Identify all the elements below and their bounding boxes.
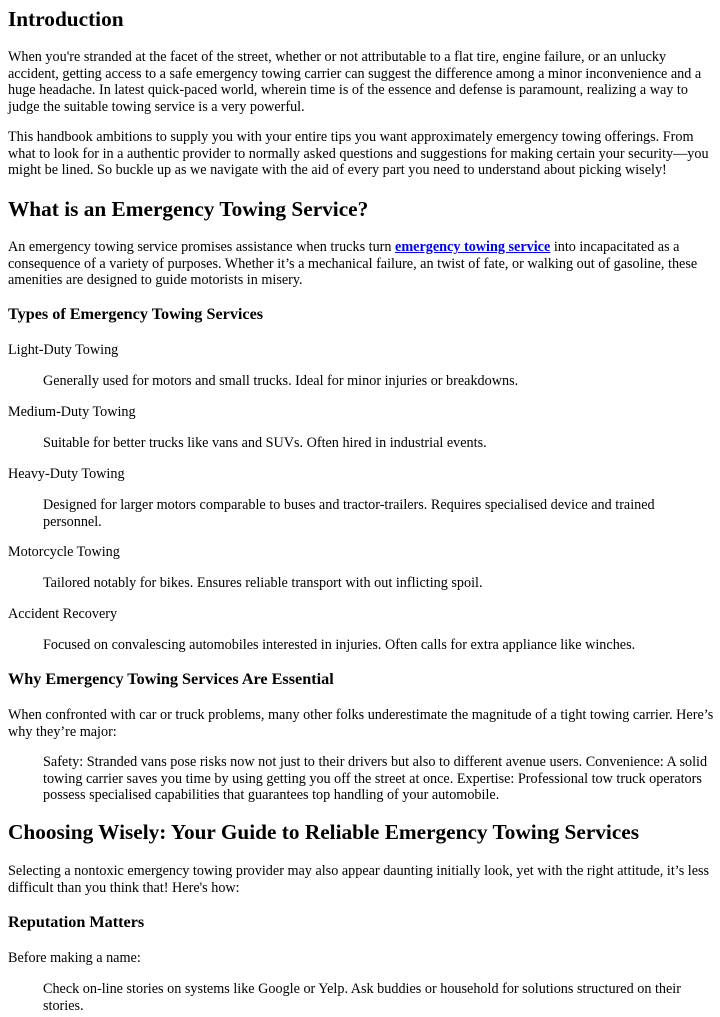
heading-choosing-wisely: Choosing Wisely: Your Guide to Reliable Emergency Towing Services: [8, 820, 640, 844]
type-desc-motorcycle: Tailored notably for bikes. Ensures reliable transport with out inflicting spoil.: [43, 575, 483, 591]
why-paragraph: When confronted with car or truck problems, many other folks underestimate the magnitude of a tight towing carrier. Here’s why they’re major:: [8, 707, 714, 740]
type-desc-light-duty: Generally used for motors and small trucks. Ideal for minor injuries or breakdowns.: [43, 373, 519, 389]
intro-paragraph-2: This handbook ambitions to supply you with your entire tips you want approximately emergency towing offerings. From what to look for in a authentic provider to normally asked questions and suggestions for making certain your security—you might be lined. So buckle up as we navigate with the aid of every part you need to understand about picking wisely!: [8, 129, 709, 179]
what-is-text-before-link: An emergency towing service promises assistance when trucks turn: [8, 239, 396, 255]
heading-what-is: What is an Emergency Towing Service?: [8, 197, 369, 221]
heading-types: Types of Emergency Towing Services: [8, 305, 264, 323]
intro-paragraph-1: When you're stranded at the facet of the street, whether or not attributable to a flat tire, engine failure, or an unlucky accident, getting access to a safe emergency towing carrier can suggest the difference among a minor inconvenience and a huge headache. In latest quick-paced world, wherein time is of the essence and defense is paramount, realizing a way to judge the suitable towing service is a very powerful.: [8, 49, 702, 115]
why-blockquote: Safety: Stranded vans pose risks now not just to their drivers but also to different avenue users. Convenience: A solid towing carrier saves you time by using getting you off the street at once. Expertise: Professional tow truck operators possess specialised capabilities that guarantees top handling of your automobile.: [43, 754, 708, 804]
type-desc-heavy-duty: Designed for larger motors comparable to buses and tractor-trailers. Requires specialised device and trained personnel.: [43, 497, 655, 530]
type-desc-accident-recovery: Focused on convalescing automobiles interested in injuries. Often calls for extra appliance like winches.: [43, 637, 636, 653]
reputation-paragraph: Before making a name:: [8, 950, 141, 966]
type-term-motorcycle: Motorcycle Towing: [8, 544, 120, 560]
type-term-medium-duty: Medium-Duty Towing: [8, 404, 136, 420]
type-term-heavy-duty: Heavy-Duty Towing: [8, 466, 125, 482]
what-is-text-after-link: into incapacitated as a consequence of a variety of purposes. Whether it’s a mechanical failure, an twist of fate, or walking out of gasoline, these amenities are designed to guide motorists in misery.: [8, 239, 698, 289]
reputation-blockquote: Check on-line stories on systems like Google or Yelp. Ask buddies or household for solutions structured on their stories.: [43, 981, 681, 1014]
choosing-paragraph: Selecting a nontoxic emergency towing provider may also appear daunting initially look, yet with the right attitude, it’s less difficult than you think that! Here's how:: [8, 863, 710, 896]
type-term-accident-recovery: Accident Recovery: [8, 606, 118, 622]
emergency-towing-service-link[interactable]: emergency towing service: [395, 239, 551, 255]
what-is-paragraph: [8, 239, 714, 289]
type-desc-medium-duty: Suitable for better trucks like vans and SUVs. Often hired in industrial events.: [43, 435, 487, 451]
heading-why-essential: Why Emergency Towing Services Are Essential: [8, 670, 334, 688]
type-term-light-duty: Light-Duty Towing: [8, 342, 119, 358]
heading-reputation: Reputation Matters: [8, 913, 145, 931]
heading-introduction: Introduction: [8, 7, 124, 31]
